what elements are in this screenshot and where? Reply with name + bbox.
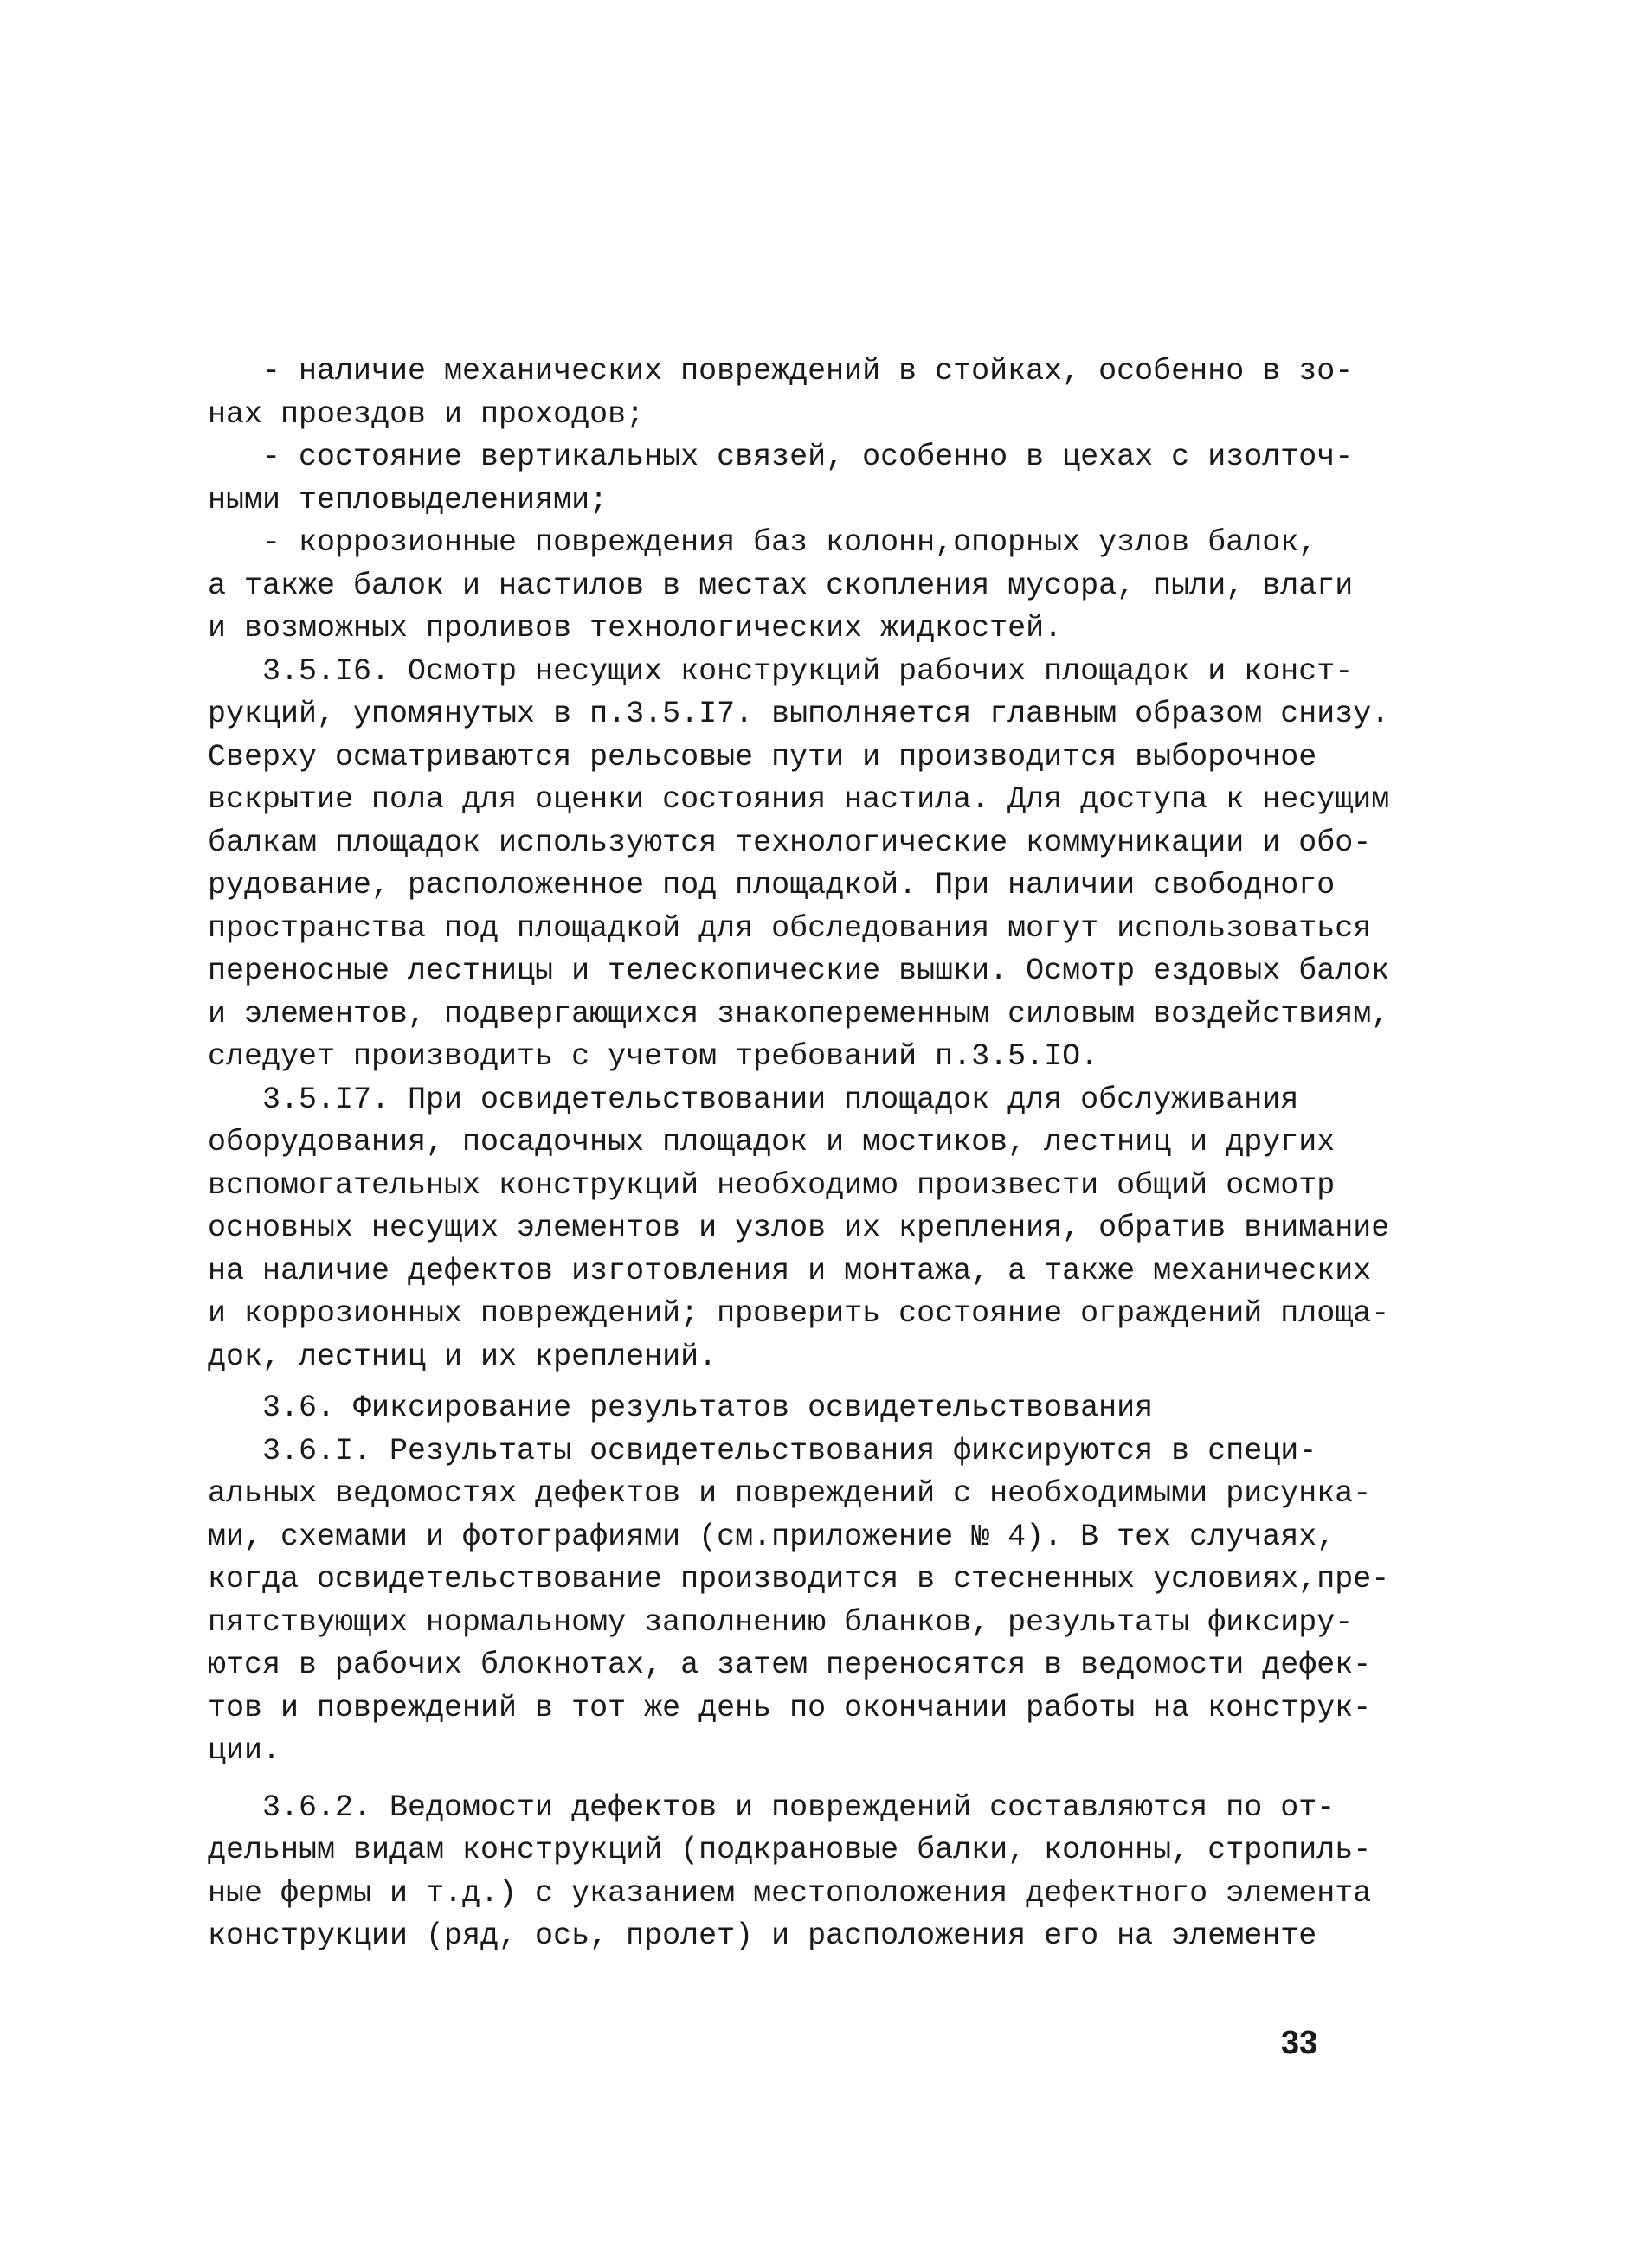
- text-line: балкам площадок используются технологические коммуникации и обо-: [208, 825, 1372, 860]
- text-line: - коррозионные повреждения баз колонн,опорных узлов балок,: [208, 525, 1317, 560]
- text-line: Сверху осматриваются рельсовые пути и производится выборочное: [208, 739, 1317, 774]
- text-line: на наличие дефектов изготовления и монтажа, а также механических: [208, 1253, 1372, 1288]
- text-line: нах проездов и проходов;: [208, 396, 645, 432]
- text-line: конструкции (ряд, ось, пролет) и расположения его на элементе: [208, 1918, 1317, 1953]
- text-line: основных несущих элементов и узлов их крепления, обратив внимание: [208, 1211, 1390, 1245]
- text-line: когда освидетельствование производится в стесненных условиях,пре-: [208, 1562, 1390, 1597]
- text-line: - состояние вертикальных связей, особенно в цехах с изолточ-: [208, 440, 1354, 474]
- text-line: оборудования, посадочных площадок и мостиков, лестниц и других: [208, 1125, 1336, 1160]
- text-line: альных ведомостях дефектов и повреждений с необходимыми рисунка-: [208, 1476, 1372, 1511]
- text-line: 3.5.I6. Осмотр несущих конструкций рабочих площадок и конст-: [208, 653, 1354, 689]
- text-line: вспомогательных конструкций необходимо произвести общий осмотр: [208, 1167, 1336, 1203]
- text-line: - наличие механических повреждений в стойках, особенно в зо-: [208, 354, 1354, 389]
- text-line: ными тепловыделениями;: [208, 482, 608, 517]
- section-heading: 3.6. Фиксирование результатов освидетельствования: [208, 1391, 1154, 1425]
- body-text: [208, 350, 1402, 1958]
- text-line: 3.6.I. Результаты освидетельствования фиксируются в специ-: [208, 1433, 1317, 1468]
- text-line: тов и повреждений в тот же день по окончании работы на конструк-: [208, 1690, 1372, 1725]
- text-line: переносные лестницы и телескопические вышки. Осмотр ездовых балок: [208, 954, 1390, 988]
- text-line: рудование, расположенное под площадкой. При наличии свободного: [208, 868, 1336, 903]
- page-number: 33: [1281, 2025, 1318, 2061]
- text-line: пространства под площадкой для обследования могут использоваться: [208, 910, 1372, 946]
- text-line: пятствующих нормальному заполнению бланков, результаты фиксиру-: [208, 1604, 1354, 1640]
- text-line: следует производить с учетом требований п.3.5.IO.: [208, 1039, 1099, 1074]
- text-line: ные фермы и т.д.) с указанием местоположения дефектного элемента: [208, 1875, 1372, 1911]
- text-line: а также балок и настилов в местах скопления мусора, пыли, влаги: [208, 568, 1354, 603]
- text-line: и элементов, подвергающихся знакопеременным силовым воздействиям,: [208, 996, 1390, 1031]
- text-line: и возможных проливов технологических жидкостей.: [208, 611, 1063, 646]
- text-line: дельным видам конструкций (подкрановые балки, колонны, стропиль-: [208, 1833, 1372, 1867]
- text-line: и коррозионных повреждений; проверить состояние ограждений площа-: [208, 1296, 1390, 1331]
- text-line: ми, схемами и фотографиями (см.приложение № 4). В тех случаях,: [208, 1519, 1336, 1554]
- text-line: ются в рабочих блокнотах, а затем переносятся в ведомости дефек-: [208, 1648, 1372, 1682]
- text-line: док, лестниц и их креплений.: [208, 1339, 718, 1374]
- text-line: ции.: [208, 1733, 281, 1768]
- text-line: рукций, упомянутых в п.3.5.I7. выполняется главным образом снизу.: [208, 697, 1390, 731]
- text-line: 3.6.2. Ведомости дефектов и повреждений составляются по от-: [208, 1789, 1336, 1825]
- text-line: 3.5.I7. При освидетельствовании площадок для обслуживания: [208, 1082, 1299, 1117]
- text-line: вскрытие пола для оценки состояния настила. Для доступа к несущим: [208, 782, 1390, 817]
